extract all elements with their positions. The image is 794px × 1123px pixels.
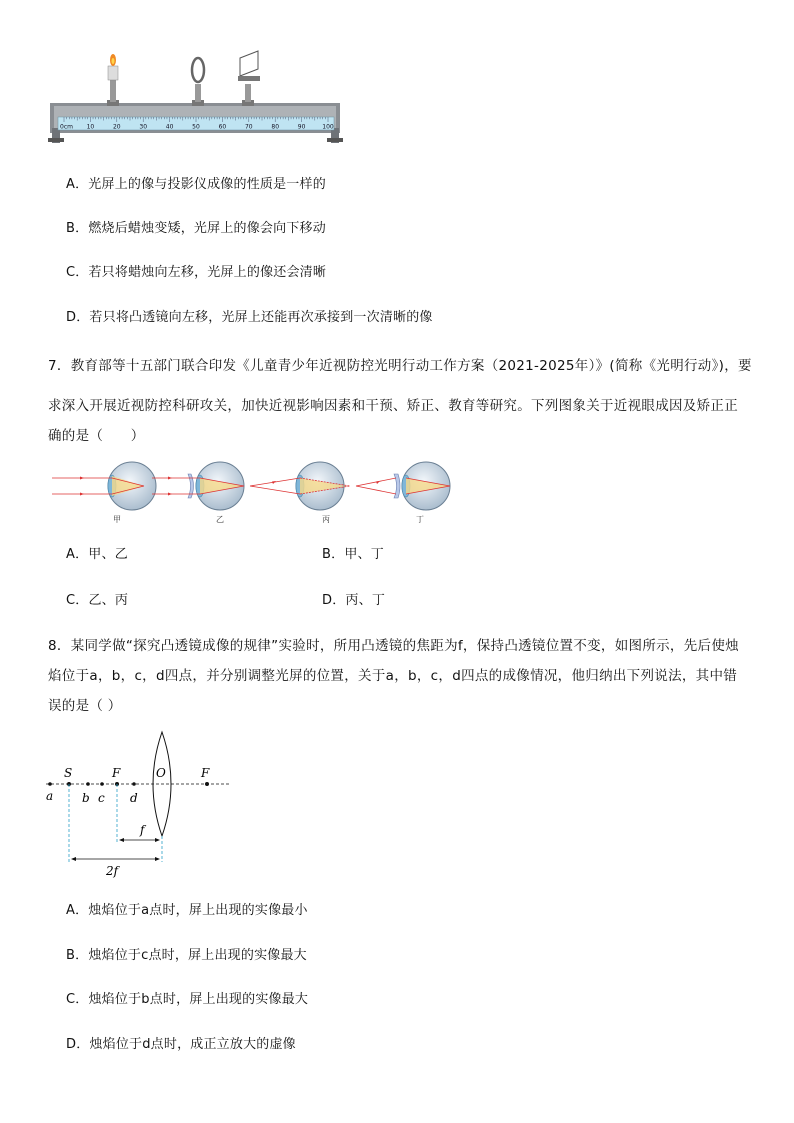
bench-tick-label: 90	[297, 123, 306, 131]
q6-option-c[interactable]: C．若只将蜡烛向左移，光屏上的像还会清晰	[66, 265, 327, 280]
eye-label-bing: 丙	[322, 515, 330, 524]
q7-stem-line-2: 求深入开展近视防控科研攻关，加快近视影响因素和干预、矫正、教育等研究。下列图象关于近视眼成因及矫正正	[48, 398, 738, 414]
label-c: c	[98, 791, 105, 805]
label-2f: 2f	[106, 864, 119, 878]
q7-option-c[interactable]: C．乙、丙	[66, 593, 129, 608]
q6-option-b[interactable]: B．燃烧后蜡烛变矮，光屏上的像会向下移动	[66, 221, 326, 236]
q8-stem-line-3: 误的是（ ）	[48, 698, 122, 714]
bench-tick-label: 100	[322, 123, 334, 131]
bench-tick-label: 10	[86, 123, 95, 131]
q8-stem-line-2: 焰位于a，b，c，d四点，并分别调整光屏的位置，关于a，b，c，d四点的成像情况，他归纳出下列说法，其中错	[48, 668, 738, 684]
eye-diagram-jia	[52, 462, 156, 510]
q7-option-a[interactable]: A．甲、乙	[66, 547, 128, 562]
bench-tick-label: 40	[165, 123, 174, 131]
eye-diagram-bing	[250, 462, 350, 510]
label-a: a	[46, 789, 54, 803]
bench-tick-label: 60	[218, 123, 227, 131]
label-d: d	[130, 791, 138, 805]
eye-label-jia: 甲	[113, 515, 121, 524]
q6-option-a[interactable]: A．光屏上的像与投影仪成像的性质是一样的	[66, 177, 326, 192]
eye-diagrams-figure	[50, 456, 460, 530]
eye-label-ding: 丁	[416, 515, 424, 524]
label-b: b	[82, 791, 90, 805]
q8-stem-line-1: 8．某同学做“探究凸透镜成像的规律”实验时，所用凸透镜的焦距为f，保持凸透镜位置不变，如图所示，先后使烛	[48, 638, 739, 654]
q8-option-d[interactable]: D．烛焰位于d点时，成正立放大的虚像	[66, 1037, 296, 1052]
label-F-left: F	[112, 766, 121, 780]
optical-bench-figure	[44, 48, 354, 148]
q7-option-d[interactable]: D．丙、丁	[322, 593, 386, 608]
q8-option-b[interactable]: B．烛焰位于c点时，屏上出现的实像最大	[66, 948, 307, 963]
eye-label-yi: 乙	[216, 515, 224, 524]
label-O: O	[156, 766, 166, 780]
bench-tick-label: 80	[271, 123, 280, 131]
eye-diagram-ding	[356, 462, 450, 510]
q8-option-c[interactable]: C．烛焰位于b点时，屏上出现的实像最大	[66, 992, 309, 1007]
bench-tick-label: 50	[192, 123, 200, 131]
q7-stem-line-3: 确的是（ ）	[48, 428, 145, 444]
q7-stem-line-1: 7．教育部等十五部门联合印发《儿童青少年近视防控光明行动工作方案（2021-2025年）》(简称《光明行动》)，要	[48, 358, 752, 374]
label-S: S	[64, 766, 73, 780]
bench-tick-label: 70	[244, 123, 253, 131]
bench-tick-label: 0cm	[60, 123, 73, 131]
q6-option-d[interactable]: D．若只将凸透镜向左移，光屏上还能再次承接到一次清晰的像	[66, 310, 433, 325]
label-F-right: F	[201, 766, 210, 780]
convex-lens-diagram	[40, 728, 240, 878]
q8-option-a[interactable]: A．烛焰位于a点时，屏上出现的实像最小	[66, 903, 308, 918]
q7-option-b[interactable]: B．甲、丁	[322, 547, 384, 562]
label-f: f	[140, 823, 145, 837]
bench-tick-label: 30	[139, 123, 148, 131]
eye-diagram-yi	[152, 462, 244, 510]
bench-tick-label: 20	[112, 123, 121, 131]
